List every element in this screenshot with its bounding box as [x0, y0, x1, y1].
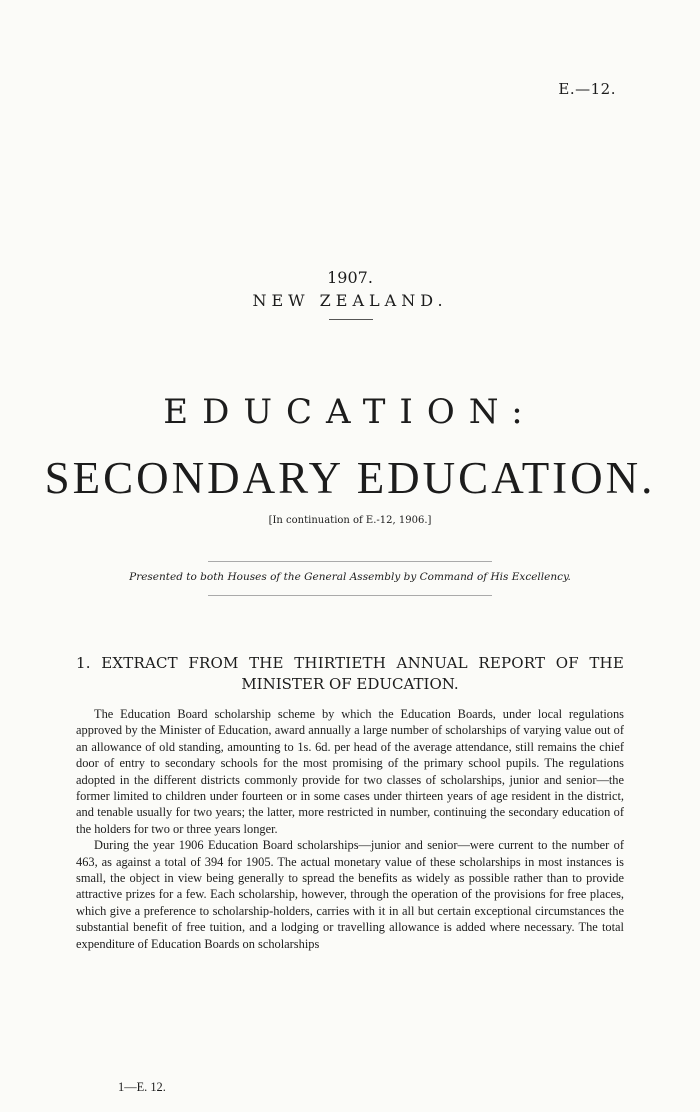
document-reference: E.—12. [558, 80, 616, 98]
section-heading-line2: MINISTER OF EDUCATION. [241, 675, 459, 693]
section-heading [76, 654, 624, 693]
divider-bottom [208, 595, 492, 596]
short-divider [329, 319, 373, 320]
continuation-note: [In continuation of E.-12, 1906.] [268, 515, 432, 526]
main-title: EDUCATION: [163, 392, 537, 432]
section-heading-line1: 1. EXTRACT FROM THE THIRTIETH ANNUAL REPORT OF THE [76, 654, 624, 672]
presented-line: Presented to both Houses of the General Assembly by Command of His Excellency. [129, 571, 571, 583]
body-text [76, 706, 624, 952]
sheet-mark: 1—E. 12. [118, 1080, 166, 1094]
country: NEW ZEALAND. [252, 291, 448, 310]
sub-title: SECONDARY EDUCATION. [44, 453, 656, 503]
divider-top [208, 561, 492, 562]
paragraph: The Education Board scholarship scheme by which the Education Boards, under local regulations approved by the Minister of Education, award annually a large number of scholarships of varying value out of an allowance of old standing, amounting to 1s. 6d. per head of the average attendance, still remains the chief door of entry to secondary schools for the most promising of the primary school pupils. The regulations adopted in the different districts commonly provide for two classes of scholarships, junior and senior—the former limited to children under fourteen or in some cases under thirteen years of age resident in the district, and tenable usually for two years; the latter, more restricted in number, continuing the secondary education of the holders for two or three years longer. [76, 707, 624, 836]
paragraph: During the year 1906 Education Board scholarships—junior and senior—were current to the number of 463, as against a total of 394 for 1905. The actual monetary value of these scholarships in most instances is small, the object in view being generally to spread the benefits as widely as possible rather than to provide attractive prizes for a few. Each scholarship, however, through the operation of the provisions for free places, which give a preference to scholarship-holders, carries with it in all but certain exceptional circumstances the substantial benefit of free tuition, and a lodging or travelling allowance is added where necessary. The total expenditure of Education Boards on scholarships [76, 838, 624, 951]
year: 1907. [327, 268, 373, 287]
